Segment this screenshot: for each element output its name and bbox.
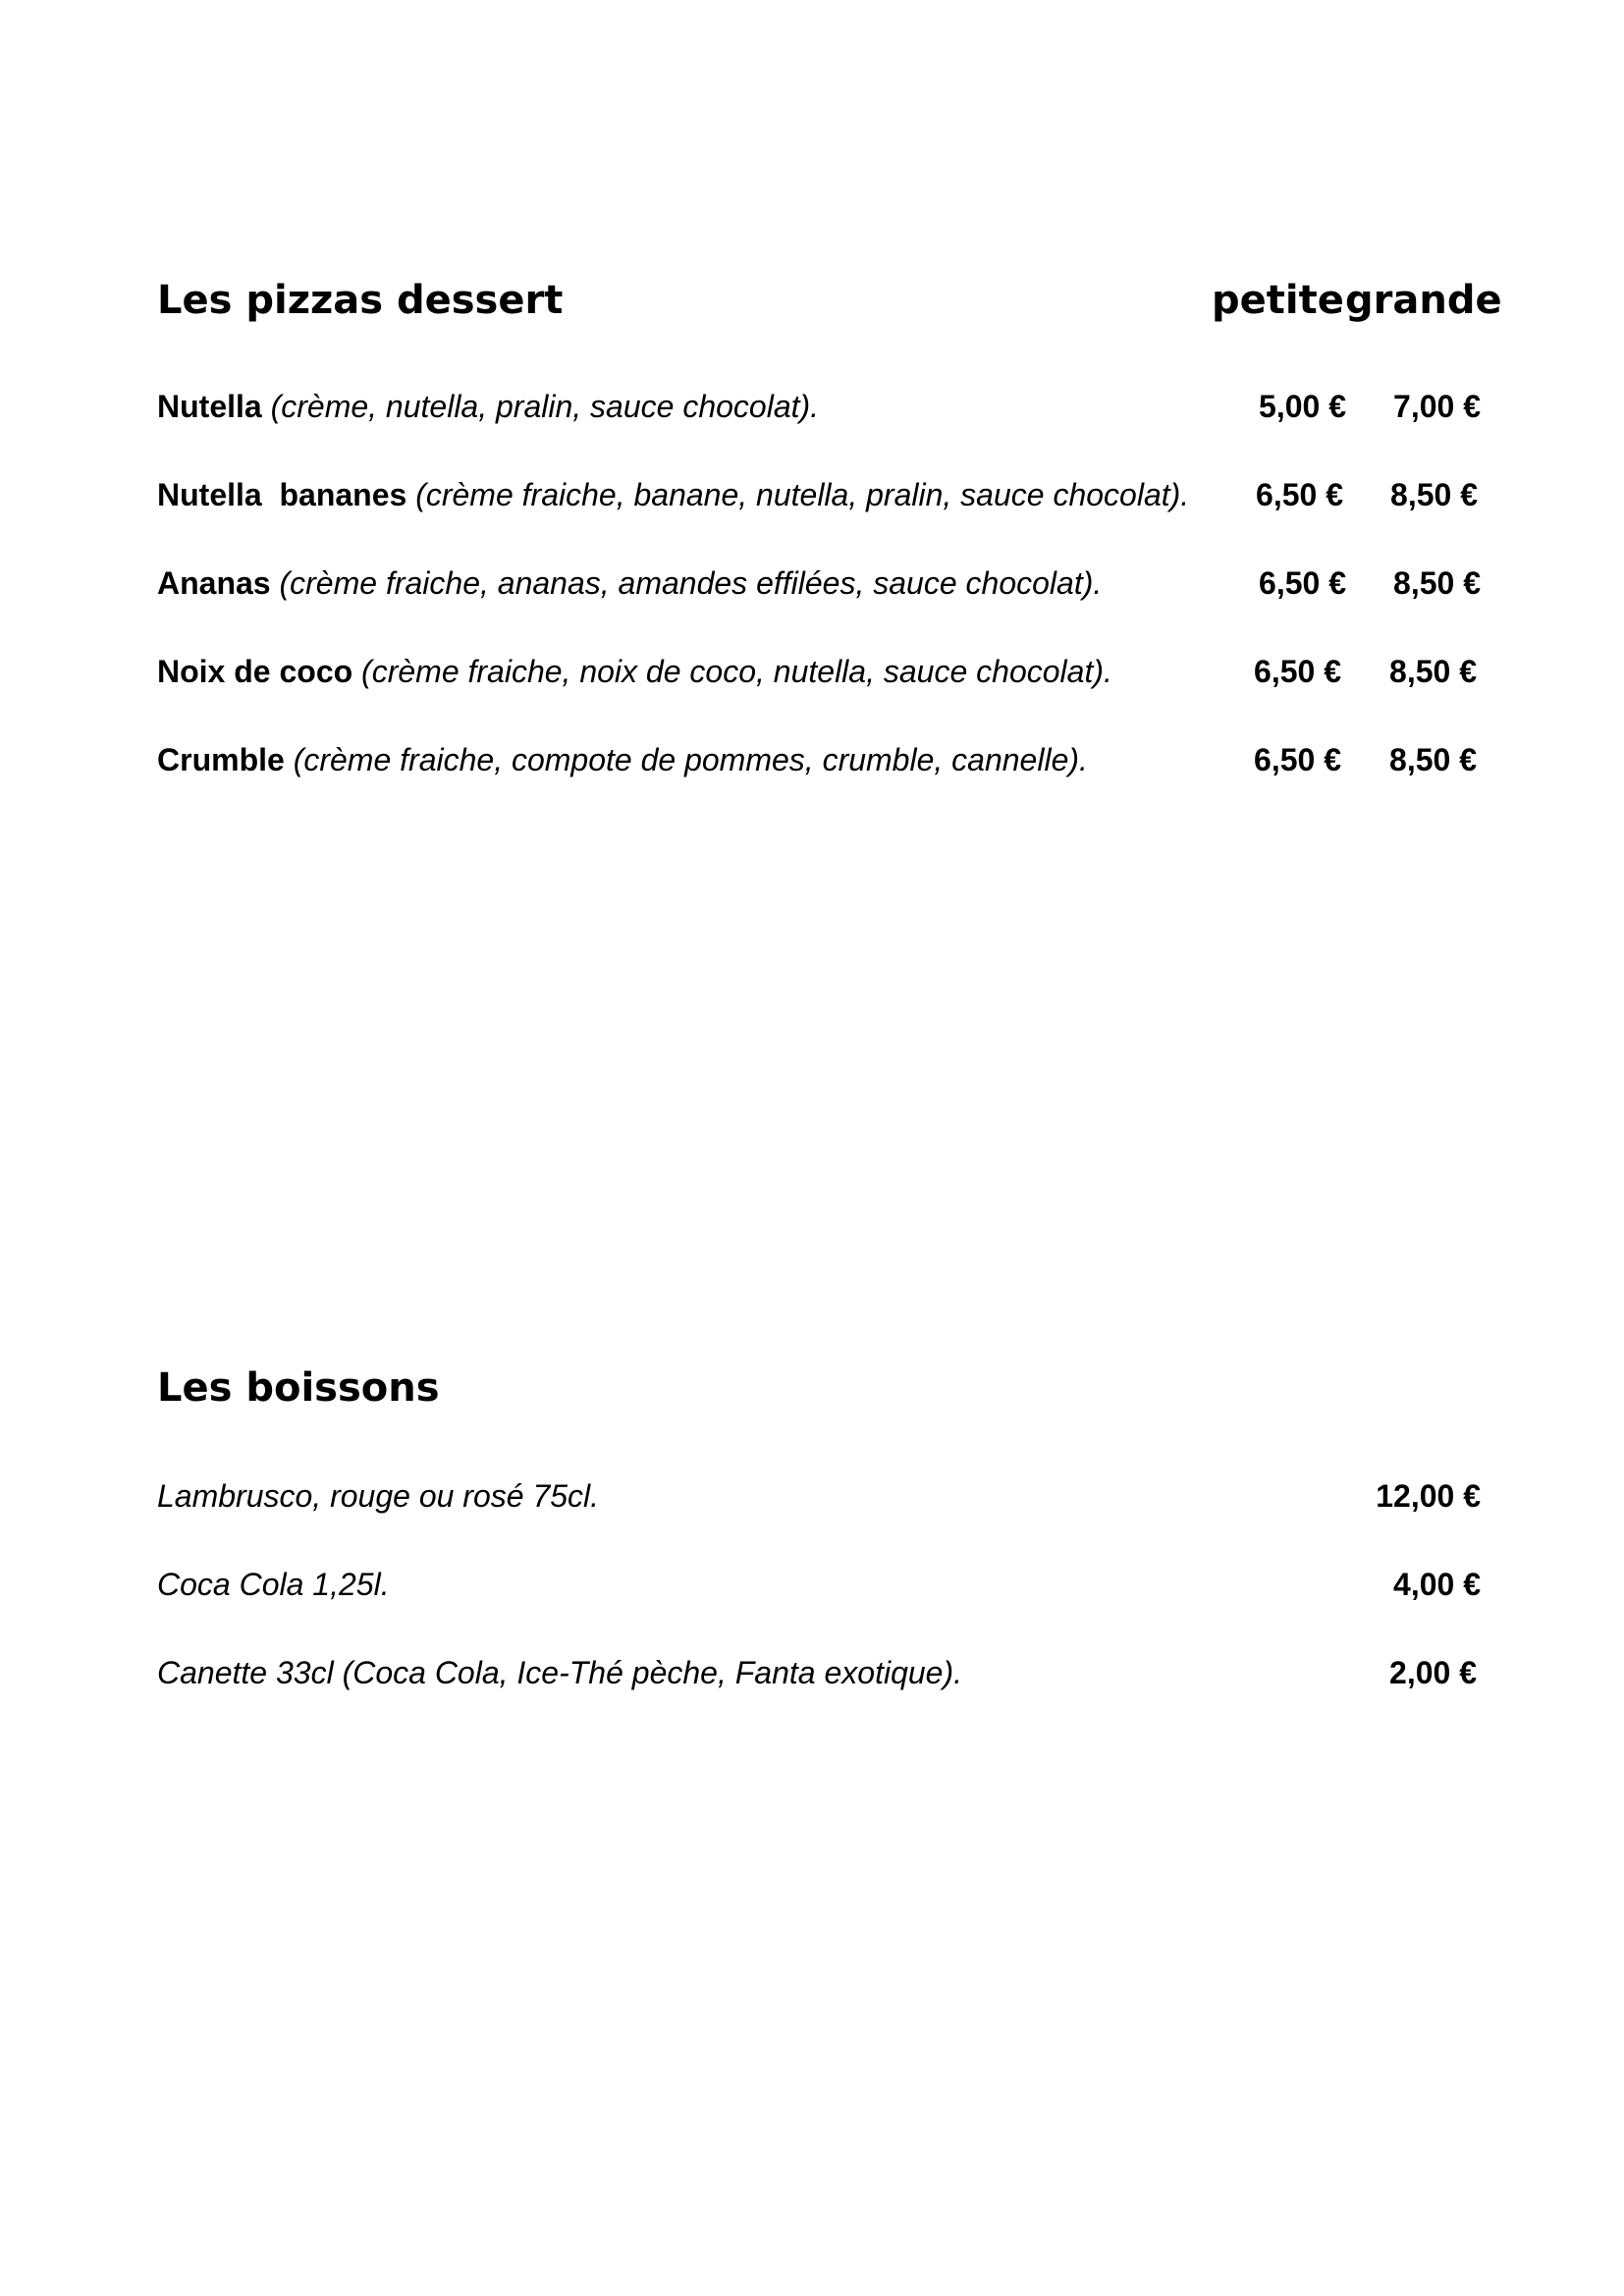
- drink-description: Lambrusco, rouge ou rosé 75cl.: [157, 1478, 600, 1514]
- dessert-name: Noix de coco: [157, 654, 353, 689]
- dessert-description: (crème, nutella, pralin, sauce chocolat).: [270, 389, 820, 424]
- dessert-price-small: 6,50 €: [1259, 565, 1346, 601]
- drink-description: Canette 33cl (Coca Cola, Ice-Thé pèche, Fanta exotique).: [157, 1655, 962, 1690]
- drink-price: 2,00 €: [1389, 1655, 1477, 1690]
- dessert-price-small: 6,50 €: [1256, 477, 1343, 512]
- dessert-name: Nutella: [157, 389, 262, 424]
- drink-item: [157, 1476, 599, 1516]
- dessert-item-nutella: [157, 387, 819, 426]
- col-header-petite: petite: [1212, 278, 1344, 323]
- dessert-item-nutella-bananes: [157, 475, 1189, 514]
- dessert-item-ananas: [157, 563, 1102, 603]
- dessert-price-large: 8,50 €: [1393, 565, 1481, 601]
- dessert-description: (crème fraiche, ananas, amandes effilées, sauce chocolat).: [279, 565, 1103, 601]
- drink-item: [157, 1653, 962, 1692]
- desserts-title: Les pizzas dessert: [157, 278, 564, 323]
- drink-description: Coca Cola 1,25l.: [157, 1567, 390, 1602]
- dessert-name: Nutella bananes: [157, 477, 407, 512]
- dessert-name: Crumble: [157, 742, 285, 777]
- drinks-title: Les boissons: [157, 1365, 440, 1411]
- dessert-price-small: 6,50 €: [1254, 654, 1341, 689]
- col-header-grande: grande: [1345, 278, 1502, 323]
- dessert-price-large: 8,50 €: [1389, 654, 1477, 689]
- dessert-price-large: 8,50 €: [1389, 742, 1477, 777]
- dessert-price-small: 6,50 €: [1254, 742, 1341, 777]
- drink-price: 4,00 €: [1393, 1567, 1481, 1602]
- dessert-description: (crème fraiche, noix de coco, nutella, sauce chocolat).: [361, 654, 1112, 689]
- dessert-item-noix-de-coco: [157, 652, 1112, 691]
- dessert-name: Ananas: [157, 565, 271, 601]
- dessert-price-large: 7,00 €: [1393, 389, 1481, 424]
- dessert-price-large: 8,50 €: [1390, 477, 1478, 512]
- dessert-description: (crème fraiche, banane, nutella, pralin, sauce chocolat).: [415, 477, 1190, 512]
- dessert-item-crumble: [157, 740, 1088, 779]
- drink-item: [157, 1565, 390, 1604]
- drink-price: 12,00 €: [1376, 1478, 1481, 1514]
- dessert-description: (crème fraiche, compote de pommes, crumble, cannelle).: [293, 742, 1088, 777]
- dessert-price-small: 5,00 €: [1259, 389, 1346, 424]
